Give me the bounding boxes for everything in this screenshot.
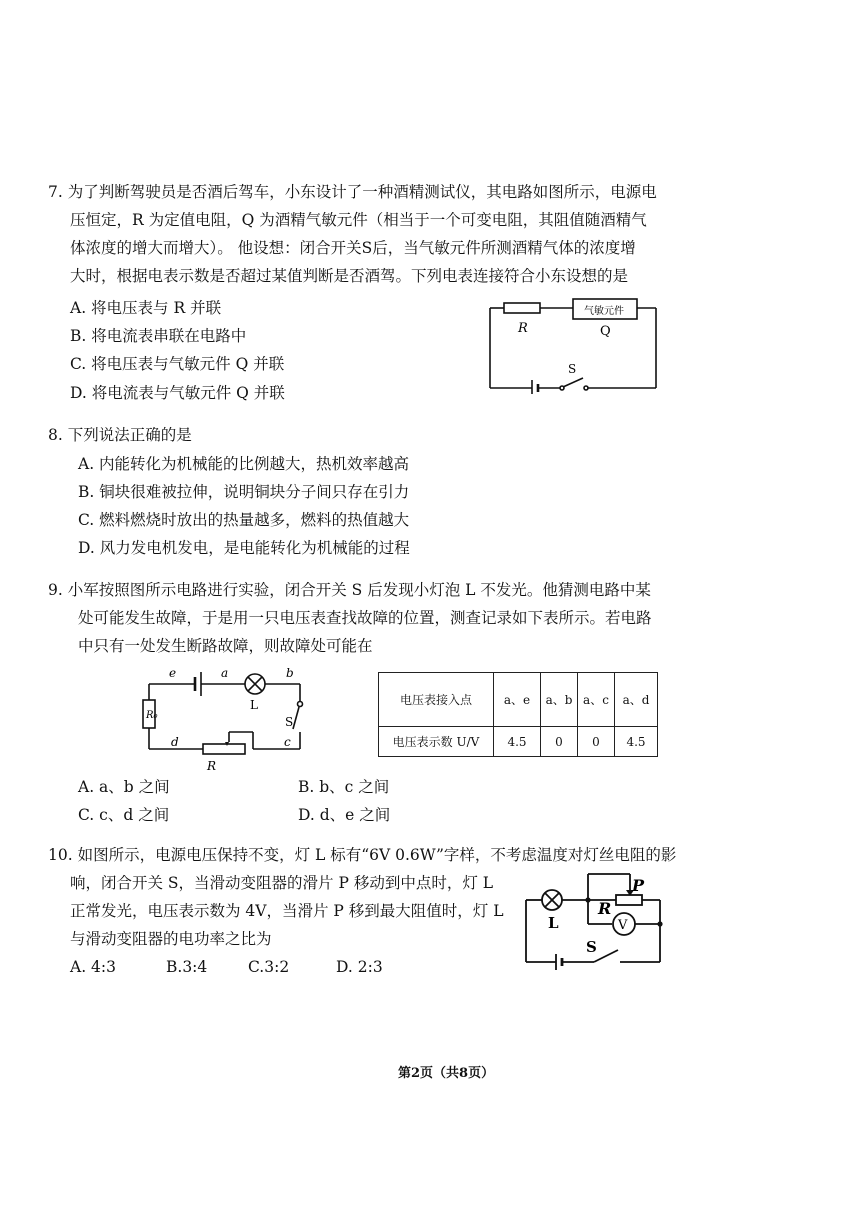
- table-point-ac: a、c: [578, 673, 615, 727]
- q10-option-a: A. 4:3: [70, 958, 116, 976]
- q10-option-b: B.3:4: [166, 958, 208, 976]
- q7-line-4: 大时，根据电表示数是否超过某值判断是否酒驾。下列电表连接符合小东设想的是: [70, 267, 629, 285]
- point-e-label: e: [169, 666, 177, 680]
- q7-option-b: B. 将电流表串联在电路中: [70, 327, 247, 345]
- q7-option-d: D. 将电流表与气敏元件 Q 并联: [70, 384, 285, 402]
- voltage-record-table: [378, 672, 658, 757]
- rheostat-r-label: R: [598, 899, 612, 918]
- q9-option-c: C. c、d 之间: [78, 806, 170, 824]
- slider-p-label: P: [632, 876, 645, 895]
- q10-line-4: 与滑动变阻器的电功率之比为: [70, 930, 272, 948]
- switch-blade: [594, 950, 618, 962]
- point-d-label: d: [171, 735, 179, 749]
- q7-line-3: 体浓度的增大而增大）。 他设想：闭合开关S后，当气敏元件所测酒精气体的浓度增: [70, 239, 636, 257]
- lamp-l-label: L: [548, 914, 559, 932]
- point-b-label: b: [286, 666, 294, 680]
- q9-line-2: 处可能发生故障，于是用一只电压表查找故障的位置，测查记录如下表所示。若电路: [78, 609, 652, 627]
- table-row-label: 电压表示数 U/V: [379, 727, 494, 757]
- q9-line-1: 9. 小军按照图所示电路进行实验，闭合开关 S 后发现小灯泡 L 不发光。他猜测电路中某: [48, 581, 651, 599]
- rheostat-symbol: [203, 744, 245, 754]
- q7-option-a: A. 将电压表与 R 并联: [70, 299, 222, 317]
- r-label: R: [518, 321, 528, 336]
- q8-option-c: C. 燃料燃烧时放出的热量越多，燃料的热值越大: [78, 511, 410, 529]
- switch-terminal-top: [298, 702, 303, 707]
- voltmeter-v-label: V: [618, 918, 628, 933]
- q10-line-1: 10. 如图所示，电源电压保持不变，灯 L 标有“6V 0.6W”字样，不考虑温度对灯丝电阻的影: [48, 846, 677, 864]
- q10-line-3: 正常发光，电压表示数为 4V，当滑片 P 移到最大阻值时，灯 L: [70, 902, 504, 920]
- q9-line-3: 中只有一处发生断路故障，则故障处可能在: [78, 637, 373, 655]
- q9-circuit-diagram: [135, 664, 315, 774]
- switch-label: S: [568, 362, 577, 376]
- q7-line-2: 压恒定，R 为定值电阻，Q 为酒精气敏元件（相当于一个可变电阻，其阻值随酒精气: [70, 211, 647, 229]
- table-value-ae: 4.5: [494, 727, 541, 757]
- q7-line-1: 7. 为了判断驾驶员是否酒后驾车，小东设计了一种酒精测试仪，其电路如图所示，电源电: [48, 183, 657, 201]
- q7-option-c: C. 将电压表与气敏元件 Q 并联: [70, 355, 285, 373]
- r0-label: R₀: [146, 710, 158, 721]
- q10-option-c: C.3:2: [248, 958, 290, 976]
- switch-blade: [563, 378, 583, 387]
- switch-s-label: S: [285, 715, 294, 729]
- q-label: Q: [600, 324, 611, 339]
- q8-option-b: B. 铜块很难被拉伸，说明铜块分子间只存在引力: [78, 483, 410, 501]
- page-number-footer: 第2页（共8页）: [398, 1066, 495, 1081]
- q9-option-a: A. a、b 之间: [78, 778, 170, 796]
- switch-s-label: S: [586, 938, 597, 956]
- table-value-ac: 0: [578, 727, 615, 757]
- rheostat-symbol: [616, 895, 642, 905]
- q8-stem: 8. 下列说法正确的是: [48, 426, 192, 444]
- table-value-ab: 0: [541, 727, 578, 757]
- rheostat-r-label: R: [207, 759, 217, 773]
- q7-circuit-diagram: [480, 292, 670, 394]
- point-c-label: c: [284, 735, 291, 749]
- table-point-ab: a、b: [541, 673, 578, 727]
- sensor-box-label: 气敏元件: [584, 306, 624, 317]
- table-point-ad: a、d: [615, 673, 658, 727]
- q10-option-d: D. 2:3: [336, 958, 383, 976]
- q8-option-d: D. 风力发电机发电，是电能转化为机械能的过程: [78, 539, 410, 557]
- q10-line-2: 响，闭合开关 S，当滑动变阻器的滑片 P 移动到中点时，灯 L: [70, 874, 494, 892]
- table-value-ad: 4.5: [615, 727, 658, 757]
- table-header-points: 电压表接入点: [379, 673, 494, 727]
- switch-blade: [293, 707, 299, 729]
- lamp-l-label: L: [250, 698, 258, 712]
- q8-option-a: A. 内能转化为机械能的比例越大，热机效率越高: [78, 455, 410, 473]
- q9-option-d: D. d、e 之间: [298, 806, 391, 824]
- q10-circuit-diagram: [518, 862, 670, 972]
- resistor-r-symbol: [504, 303, 540, 313]
- table-point-ae: a、e: [494, 673, 541, 727]
- point-a-label: a: [221, 666, 229, 680]
- q9-option-b: B. b、c 之间: [298, 778, 390, 796]
